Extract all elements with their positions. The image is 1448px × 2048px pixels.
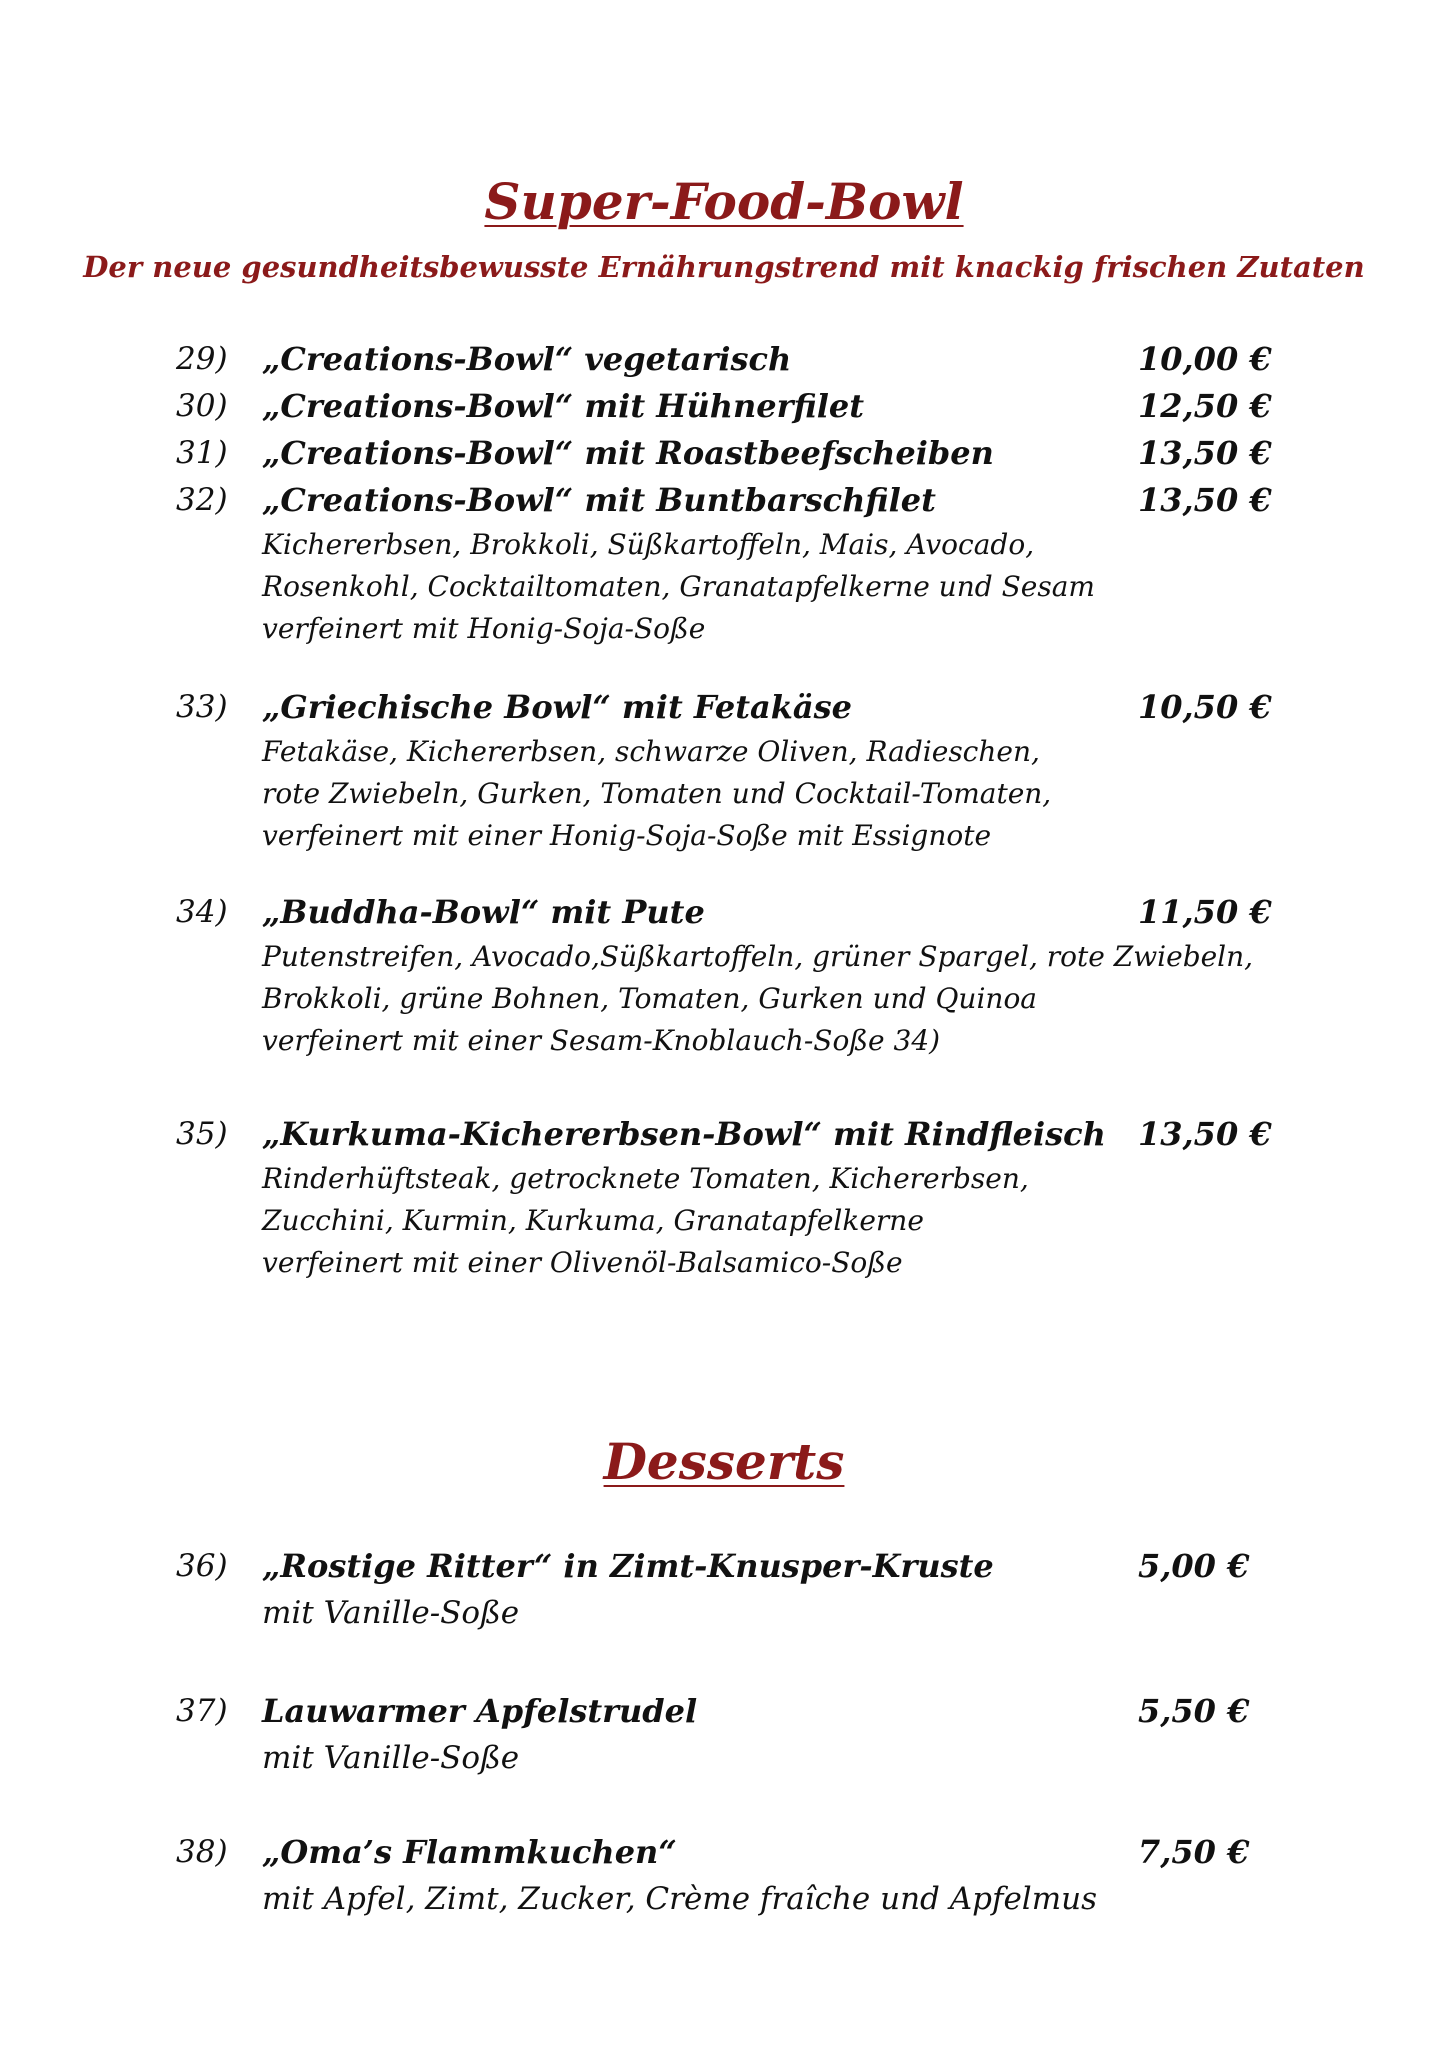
description-line: mit Apfel, Zimt, Zucker, Crème fraîche und Apfelmus: [262, 1881, 1097, 1917]
item-price: 13,50 €: [1138, 434, 1272, 472]
item-description: [262, 1590, 1448, 1636]
description-line: verfeinert mit einer Olivenöl-Balsamico-Soße: [262, 1246, 903, 1279]
item-number: 33): [176, 689, 228, 725]
item-name: „Creations-Bowl“ vegetarisch: [262, 340, 792, 378]
description-line: verfeinert mit Honig-Soja-Soße: [262, 612, 706, 645]
menu-item-33: [0, 684, 1448, 857]
description-line: mit Vanille-Soße: [262, 1740, 520, 1776]
item-number: 30): [176, 388, 228, 424]
item-name: „Griechische Bowl“ mit Fetakäse: [262, 688, 852, 726]
item-price: 10,00 €: [1138, 340, 1272, 378]
item-number: 29): [176, 341, 228, 377]
menu-item-35: [0, 1111, 1448, 1284]
menu-item-29: [0, 336, 1448, 383]
item-price: 13,50 €: [1138, 1115, 1272, 1153]
item-name: „Buddha-Bowl“ mit Pute: [262, 893, 705, 931]
item-price: 5,00 €: [1138, 1547, 1250, 1585]
menu-item-32: [0, 477, 1448, 650]
item-name: „Creations-Bowl“ mit Buntbarschfilet: [262, 481, 936, 519]
description-line: rote Zwiebeln, Gurken, Tomaten und Cocktail-Tomaten,: [262, 777, 1052, 810]
menu-item-36: [0, 1543, 1448, 1636]
menu-item-34: [0, 889, 1448, 1062]
item-price: 7,50 €: [1138, 1833, 1250, 1871]
description-line: Putenstreifen, Avocado,Süßkartoffeln, grüner Spargel, rote Zwiebeln,: [262, 940, 1254, 973]
item-name: „Rostige Ritter“ in Zimt-Knusper-Kruste: [262, 1547, 994, 1585]
description-line: Rosenkohl, Cocktailtomaten, Granatapfelkerne und Sesam: [262, 570, 1095, 603]
menu-item-37: [0, 1688, 1448, 1781]
menu-item-31: [0, 430, 1448, 477]
item-name: „Kurkuma-Kichererbsen-Bowl“ mit Rindfleisch: [262, 1115, 1106, 1153]
description-line: Zucchini, Kurmin, Kurkuma, Granatapfelkerne: [262, 1204, 924, 1237]
desserts-section-title: Desserts: [603, 1432, 845, 1491]
description-line: Fetakäse, Kichererbsen, schwarze Oliven, Radieschen,: [262, 735, 1040, 768]
item-price: 13,50 €: [1138, 481, 1272, 519]
item-number: 31): [176, 435, 228, 471]
item-name: „Creations-Bowl“ mit Roastbeefscheiben: [262, 434, 994, 472]
description-line: mit Vanille-Soße: [262, 1595, 520, 1631]
item-description: [262, 1158, 1448, 1284]
bowl-section-title: Super-Food-Bowl: [484, 172, 964, 231]
item-price: 12,50 €: [1138, 387, 1272, 425]
item-number: 37): [176, 1693, 228, 1729]
item-description: [262, 524, 1448, 650]
description-line: Kichererbsen, Brokkoli, Süßkartoffeln, Mais, Avocado,: [262, 528, 1035, 561]
item-description: [262, 1735, 1448, 1781]
menu-item-30: [0, 383, 1448, 430]
item-description: [262, 1876, 1448, 1922]
description-line: verfeinert mit einer Sesam-Knoblauch-Soße 34): [262, 1024, 941, 1057]
item-price: 5,50 €: [1138, 1692, 1250, 1730]
item-number: 34): [176, 894, 228, 930]
menu-item-38: [0, 1829, 1448, 1922]
item-name: „Oma’s Flammkuchen“: [262, 1833, 677, 1871]
description-line: Brokkoli, grüne Bohnen, Tomaten, Gurken und Quinoa: [262, 982, 1038, 1015]
item-description: [262, 731, 1448, 857]
item-price: 11,50 €: [1138, 893, 1272, 931]
item-number: 36): [176, 1548, 228, 1584]
item-description: [262, 936, 1448, 1062]
item-number: 38): [176, 1834, 228, 1870]
item-number: 32): [176, 482, 228, 518]
description-line: verfeinert mit einer Honig-Soja-Soße mit Essignote: [262, 819, 992, 852]
item-name: „Creations-Bowl“ mit Hühnerfilet: [262, 387, 865, 425]
description-line: Rinderhüftsteak, getrocknete Tomaten, Kichererbsen,: [262, 1162, 1029, 1195]
item-number: 35): [176, 1116, 228, 1152]
item-price: 10,50 €: [1138, 688, 1272, 726]
item-name: Lauwarmer Apfelstrudel: [262, 1692, 698, 1730]
bowl-section-subtitle: Der neue gesundheitsbewusste Ernährungstrend mit knackig frischen Zutaten: [83, 250, 1365, 284]
